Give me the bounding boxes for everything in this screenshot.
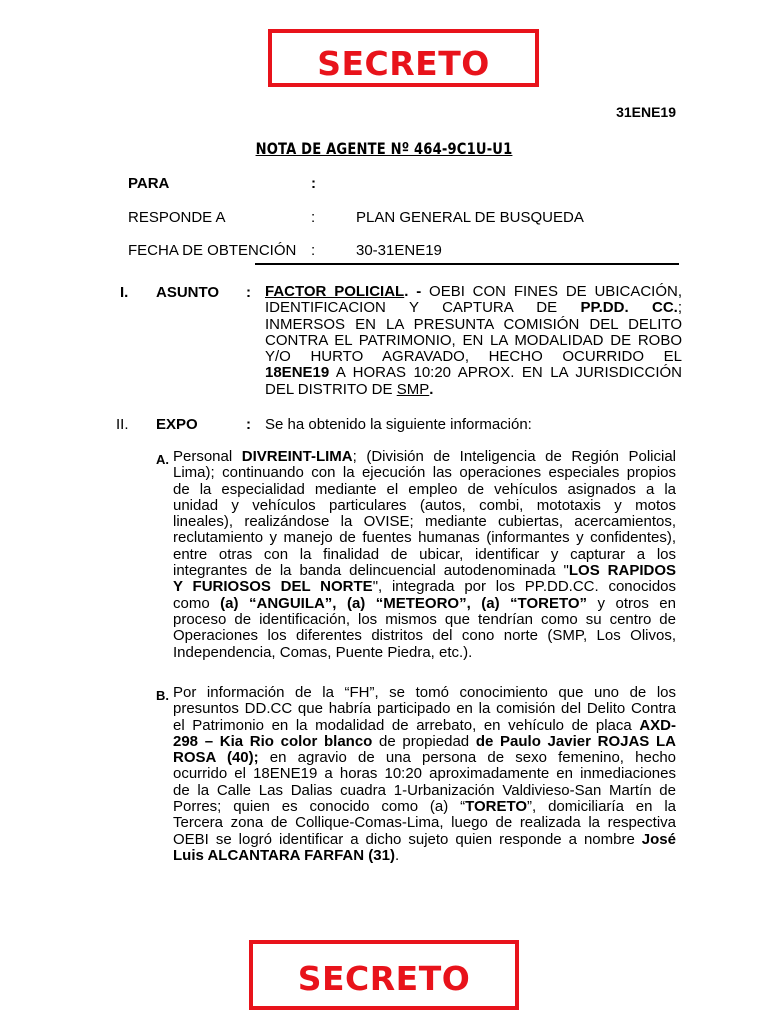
fecha-value: 30-31ENE19 xyxy=(356,242,442,259)
responde-colon: : xyxy=(311,209,316,226)
document-date: 31ENE19 xyxy=(616,104,676,120)
para-label: PARA xyxy=(128,175,170,192)
paragraph-b-letter: B. xyxy=(156,688,169,703)
fecha-colon: : xyxy=(311,242,316,259)
expo-label: EXPO xyxy=(156,416,198,433)
secret-stamp-bottom: SECRETO xyxy=(249,940,519,1010)
para-colon: : xyxy=(311,175,316,192)
expo-colon: : xyxy=(246,416,251,433)
asunto-number: I. xyxy=(120,284,129,301)
fecha-label: FECHA DE OBTENCIÓN xyxy=(128,242,297,259)
responde-value: PLAN GENERAL DE BUSQUEDA xyxy=(356,209,584,226)
asunto-colon: : xyxy=(246,284,251,301)
paragraph-a: Personal DIVREINT-LIMA; (División de Inteligencia de Región Policial Lima); continuando con la ejecución las operaciones especiales propios de la especialidad mediante el empleo de vehículos asignados a la unidad y vehículos particulares (autos, combi, mototaxis y motos lineales), realizándose la OVISE; mediante cubiertas, acercamientos, reclutamiento y manejo de fuentes humanas (informantes y confidentes), entre otras con la finalidad de ubicar, identificar y capturar a los integrantes de la banda delincuencial autodenominada "LOS RAPIDOS Y FURIOSOS DEL NORTE", integrada por los PP.DD.CC. conocidos como (a) “ANGUILA”, (a) “METEORO”, (a) “TORETO” y otros en proceso de identificación, los mismos que tendrían como su centro de Operaciones los diferentes distritos del cono norte (SMP, Los Olivos, Independencia, Comas, Puente Piedra, etc.). xyxy=(173,448,677,661)
document-title: NOTA DE AGENTE Nº 464-9C1U-U1 xyxy=(255,139,513,158)
asunto-label: ASUNTO xyxy=(156,284,220,301)
secret-stamp-top: SECRETO xyxy=(268,29,539,87)
header-divider xyxy=(255,263,679,265)
paragraph-b: Por información de la “FH”, se tomó conocimiento que uno de los presuntos DD.CC que habría participado en la comisión del Delito Contra el Patrimonio en la modalidad de arrebato, en vehículo de placa AXD- 298 – Kia Rio color blanco de propiedad de Paulo Javier ROJAS LA ROSA (40); en agravio de una persona de sexo femenino, hecho ocurrido el 18ENE19 a horas 10:20 aproximadamente en inmediaciones de la Calle Las Dalias cuadra 1-Urbanización Valdivieso-San Martín de Porres; quien es conocido como (a) “TORETO”, domiciliaría en la Tercera zona de Collique-Comas-Lima, luego de realizada la respectiva OEBI se logró identificar a dicho sujeto quien responde a nombre José Luis ALCANTARA FARFAN (31). xyxy=(173,684,677,864)
expo-text: Se ha obtenido la siguiente información: xyxy=(265,416,532,433)
asunto-text: FACTOR POLICIAL. - OEBI CON FINES DE UBICACIÓN, IDENTIFICACION Y CAPTURA DE PP.DD. CC.; INMERSOS EN LA PRESUNTA COMISIÓN DEL DELITO CONTRA EL PATRIMONIO, EN LA MODALIDAD DE ROBO Y/O HURTO AGRAVADO, HECHO OCURRIDO EL 18ENE19 A HORAS 10:20 APROX. EN LA JURISDICCIÓN DEL DISTRITO DE SMP. xyxy=(265,283,682,398)
responde-label: RESPONDE A xyxy=(128,209,226,226)
paragraph-a-letter: A. xyxy=(156,452,169,467)
expo-number: II. xyxy=(116,416,129,433)
